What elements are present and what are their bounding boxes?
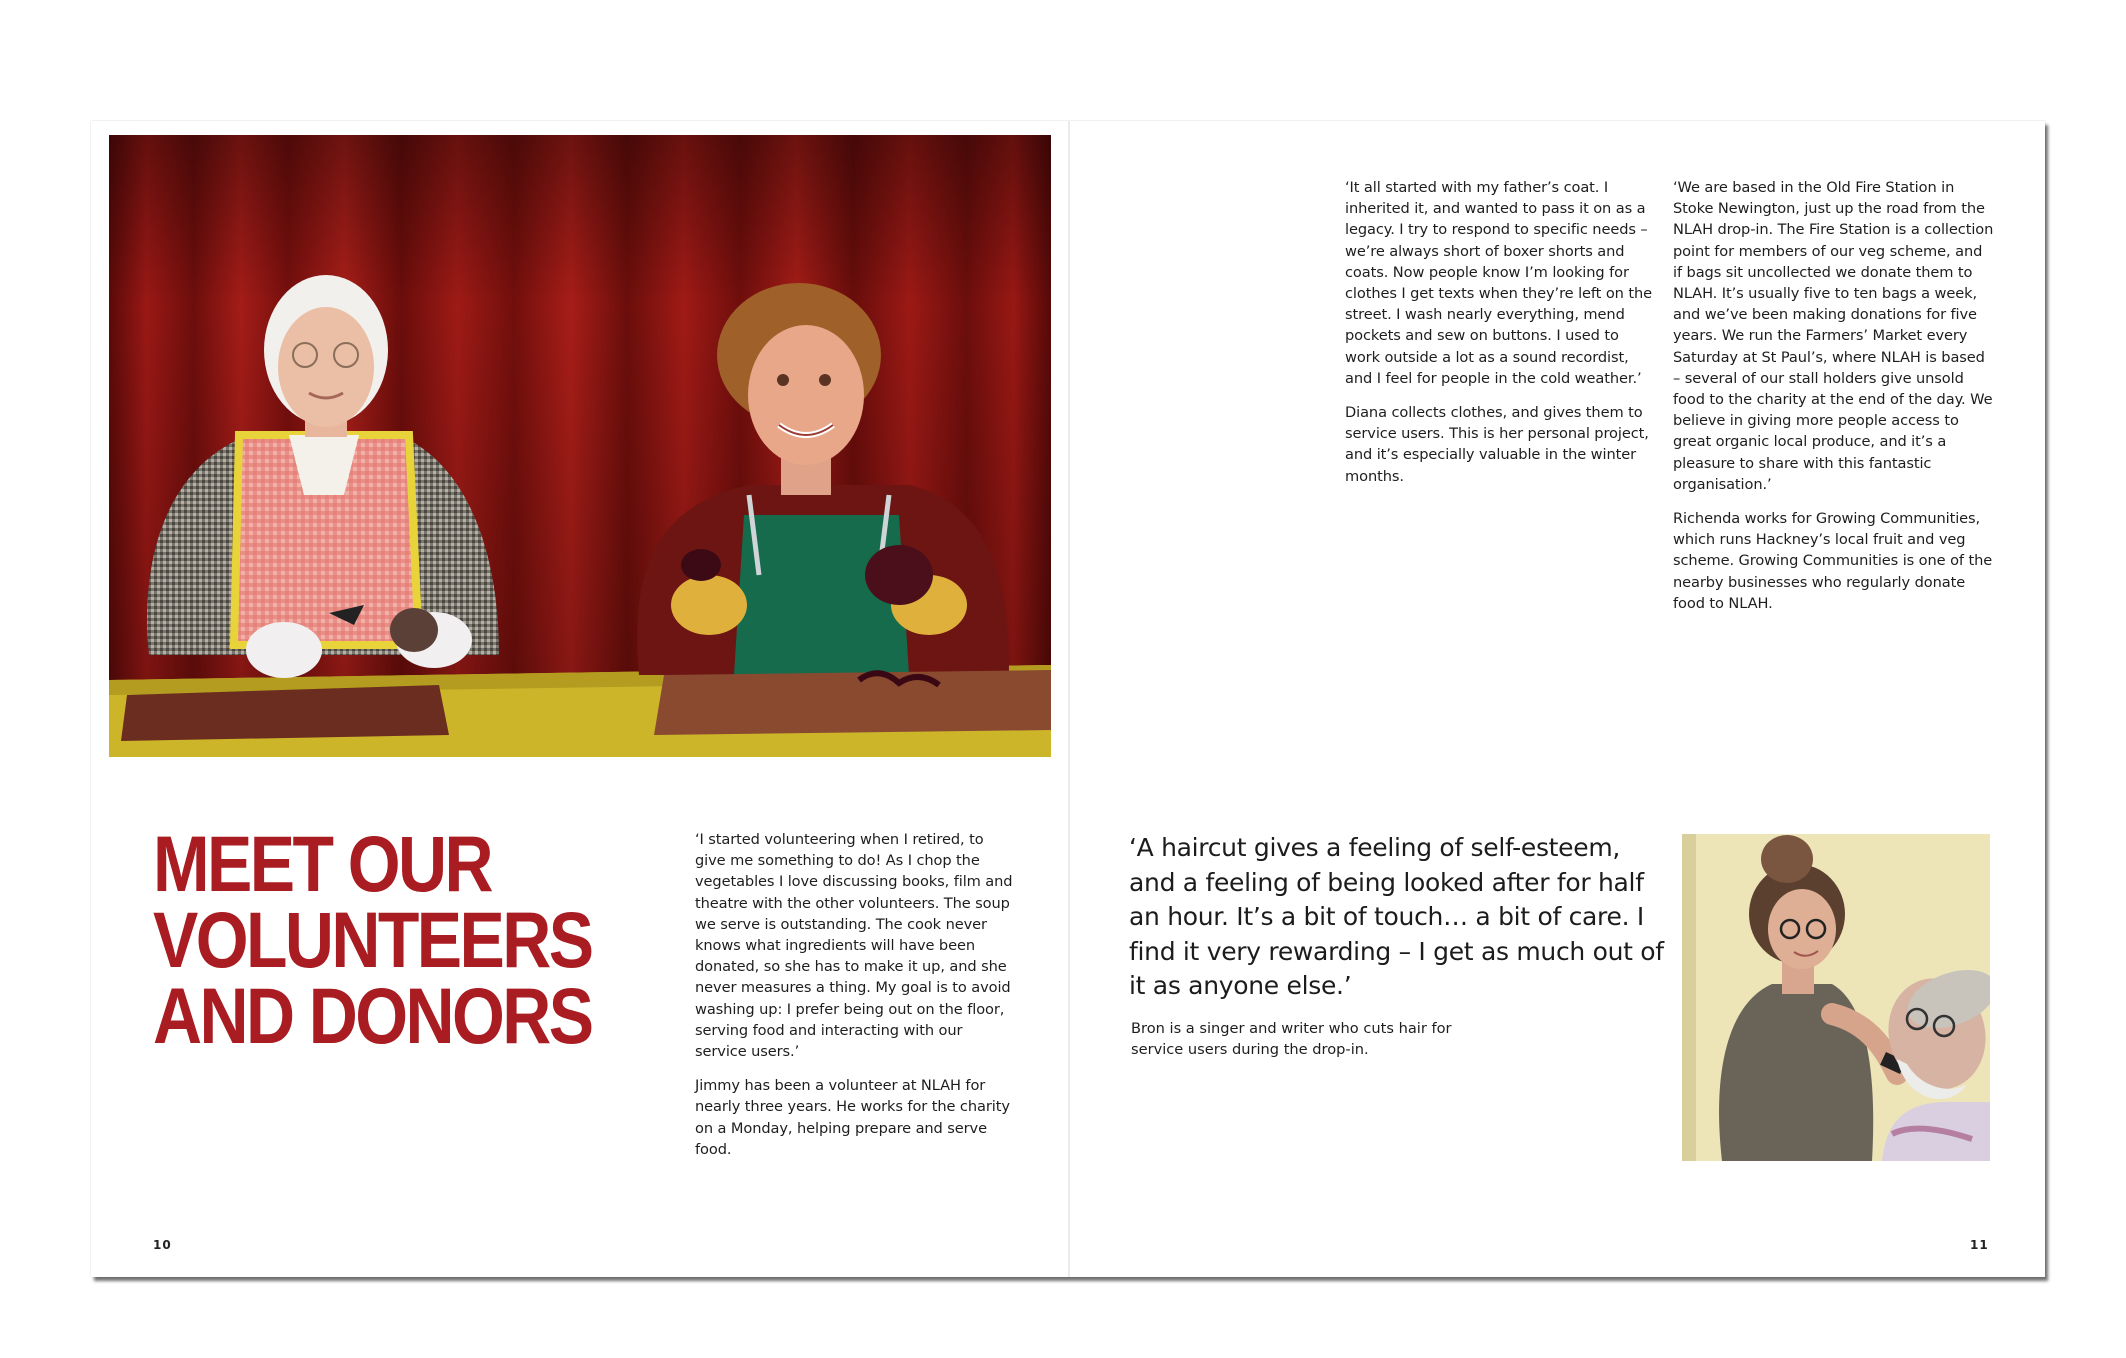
diana-column	[1345, 177, 1657, 500]
headline-line-3: AND DONORS	[153, 971, 592, 1060]
spread-gutter	[1068, 121, 1070, 1277]
haircut-photo	[1682, 834, 1990, 1161]
page-number-right: 11	[1970, 1238, 1989, 1252]
headline-line-1: MEET OUR	[153, 819, 491, 908]
richenda-caption: Richenda works for Growing Communities, which runs Hackney’s local fruit and veg scheme. Growing Communities is one of the nearby businesses who regularly donate food to NLAH.	[1673, 510, 1993, 612]
jimmy-quote: ‘I started volunteering when I retired, to give me something to do! As I chop the vegetables I love discussing books, film and theatre with the other volunteers. The soup we serve is outstanding. The cook never knows what ingredients will have been donated, so she has to make it up, and she never measures a thing. My goal is to avoid washing up: I prefer being out on the floor, serving food and interacting with our service users.’	[695, 831, 1013, 1061]
diana-caption: Diana collects clothes, and gives them to service users. This is her personal project, and it’s especially valuable in the winter months.	[1345, 404, 1649, 485]
diana-quote: ‘It all started with my father’s coat. I inherited it, and wanted to pass it on as a legacy. I try to respond to specific needs – we’re always short of boxer shorts and coats. Now people know I’m looking for clothes I get texts when they’re left on the street. I wash nearly everything, mend pockets and sew on buttons. I used to work outside a lot as a sound recordist, and I feel for people in the cold weather.’	[1345, 179, 1653, 387]
richenda-quote: ‘We are based in the Old Fire Station in Stoke Newington, just up the road from the NLAH drop-in. The Fire Station is a collection point for members of our veg scheme, and if bags sit uncollected we donate them to NLAH. It’s usually five to ten bags a week, and we’ve been making donations for five years. We run the Farmers’ Market every Saturday at St Paul’s, where NLAH is based – several of our stall holders give unsold food to the charity at the end of the day. We believe in giving more people access to great organic local produce, and it’s a pleasure to share with this fantastic organisation.’	[1673, 179, 1994, 493]
jimmy-column	[695, 829, 1013, 1173]
jimmy-caption: Jimmy has been a volunteer at NLAH for nearly three years. He works for the charity on a Monday, helping prepare and serve food.	[695, 1077, 1010, 1158]
richenda-column	[1673, 177, 1995, 627]
brochure-spread	[91, 121, 2045, 1277]
page-number-left: 10	[153, 1238, 172, 1252]
bron-pull-quote: ‘A haircut gives a feeling of self-esteem, and a feeling of being looked after for half an hour. It’s a bit of touch… a bit of care. I find it very rewarding – I get as much out of it as anyone else.’	[1129, 833, 1664, 1000]
headline	[153, 819, 600, 1060]
volunteers-photo	[109, 135, 1051, 757]
headline-line-2: VOLUNTEERS	[153, 895, 592, 984]
bron-caption: Bron is a singer and writer who cuts hair for service users during the drop-in.	[1131, 1020, 1452, 1059]
